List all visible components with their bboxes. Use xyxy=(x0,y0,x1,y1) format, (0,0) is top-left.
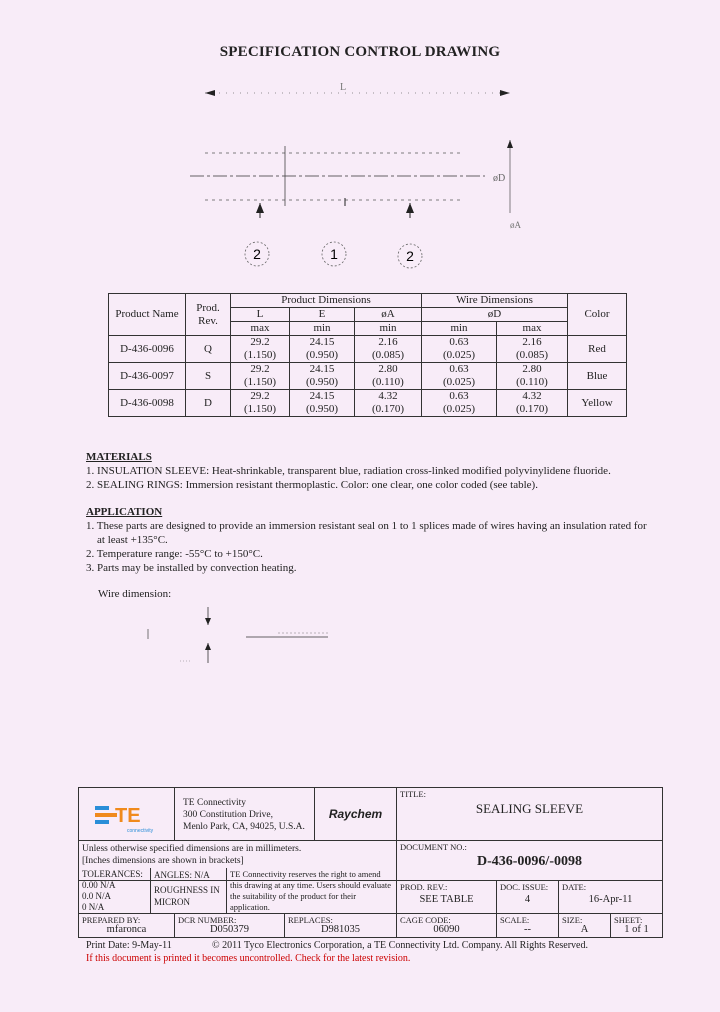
logo-sub: connectivity xyxy=(127,828,154,834)
th-product-name: Product Name xyxy=(109,294,186,336)
table-row: D-436-0097 S 29.2 (1.150) 24.15 (0.950) 2.80 (0.110) 0.63 (0.025) 2.80 (0.110) Blue xyxy=(109,363,627,390)
th-A: øA xyxy=(355,308,422,322)
application-section xyxy=(86,505,647,575)
application-item: at least +135°C. xyxy=(97,534,168,546)
application-item: 1. These parts are designed to provide an immersion resistant seal on 1 to 1 splices made of wires having an insulation rated for xyxy=(86,520,647,532)
dim-D-label: øD xyxy=(493,173,506,184)
company-address-cell: TE Connectivity 300 Constitution Drive, Menlo Park, CA, 94025, U.S.A. xyxy=(175,788,315,841)
prepared-cell: PREPARED BY: mfaronca xyxy=(79,914,175,937)
th-D-min: min xyxy=(422,322,497,336)
units-note-cell: Unless otherwise specified dimensions are in millimeters. [Inches dimensions are shown in brackets] xyxy=(79,841,397,881)
materials-section xyxy=(86,450,611,492)
table-row: D-436-0096 Q 29.2 (1.150) 24.15 (0.950) 2.16 (0.085) 0.63 (0.025) 2.16 (0.085) Red xyxy=(109,336,627,363)
th-color: Color xyxy=(568,294,627,336)
wire-dimension-drawing xyxy=(140,605,340,675)
page-title: SPECIFICATION CONTROL DRAWING xyxy=(219,44,501,60)
callout-2-left: 2 xyxy=(253,246,261,262)
doc-title: SEALING SLEEVE xyxy=(475,801,584,816)
logo-text: TE xyxy=(115,805,141,827)
dim-A-label: øA xyxy=(510,220,521,230)
rights-cell: TE Connectivity reserves the right to amend this drawing at any time. Users should evaluate the suitability of the product for their application. xyxy=(227,868,397,914)
prod-rev-cell: PROD. REV.: SEE TABLE xyxy=(397,881,497,914)
angles-cell: ANGLES: N/A ROUGHNESS IN MICRON xyxy=(151,868,227,914)
date-cell: DATE: 16-Apr-11 xyxy=(559,881,662,914)
th-wire-dims: Wire Dimensions xyxy=(422,294,568,308)
dcr-cell: DCR NUMBER: D050379 xyxy=(175,914,285,937)
materials-item: 2. SEALING RINGS: Immersion resistant thermoplastic. Color: one clear, one color coded (see table). xyxy=(86,479,538,491)
size-cell: SIZE: A xyxy=(559,914,611,937)
materials-item: 1. INSULATION SLEEVE: Heat-shrinkable, transparent blue, radiation cross-linked modified polyvinylidene fluoride. xyxy=(86,465,611,477)
scale-cell: SCALE: -- xyxy=(497,914,559,937)
logo-cell xyxy=(79,788,175,841)
raychem-logo: Raychem xyxy=(328,807,383,821)
uncontrolled-warning: If this document is printed it becomes uncontrolled. Check for the latest revision. xyxy=(86,953,411,964)
th-D-max: max xyxy=(497,322,568,336)
th-D: øD xyxy=(422,308,568,322)
doc-issue-cell: DOC. ISSUE: 4 xyxy=(497,881,559,914)
table-row: D-436-0098 D 29.2 (1.150) 24.15 (0.950) 4.32 (0.170) 0.63 (0.025) 4.32 (0.170) Yellow xyxy=(109,390,627,417)
th-L: L xyxy=(231,308,290,322)
sheet-cell: SHEET: 1 of 1 xyxy=(614,915,649,935)
th-prod-rev: Prod. Rev. xyxy=(186,294,231,336)
dim-L-label: L xyxy=(340,82,347,93)
application-item: 3. Parts may be installed by convection heating. xyxy=(86,562,297,574)
application-item: 2. Temperature range: -55°C to +150°C. xyxy=(86,548,263,560)
callout-2-right: 2 xyxy=(406,248,414,264)
th-product-dims: Product Dimensions xyxy=(231,294,422,308)
print-date: Print Date: 9-May-11 xyxy=(86,940,172,951)
te-logo-icon xyxy=(79,788,175,841)
spec-table xyxy=(108,293,627,417)
application-heading: APPLICATION xyxy=(86,506,163,518)
tolerances-cell: TOLERANCES: 0.00 N/A 0.0 N/A 0 N/A xyxy=(79,868,151,914)
wire-dimension-label: Wire dimension: xyxy=(98,588,172,600)
th-A-min: min xyxy=(355,322,422,336)
th-E: E xyxy=(290,308,355,322)
raychem-cell xyxy=(315,788,397,841)
materials-heading: MATERIALS xyxy=(86,451,152,463)
doc-number: D-436-0096/-0098 xyxy=(477,854,582,869)
sleeve-drawing xyxy=(180,78,540,278)
th-E-min: min xyxy=(290,322,355,336)
copyright: © 2011 Tyco Electronics Corporation, a TE Connectivity Ltd. Company. All Rights Reserved. xyxy=(211,940,588,951)
callout-1: 1 xyxy=(330,246,338,262)
cage-cell: CAGE CODE: 06090 xyxy=(397,914,497,937)
title-block xyxy=(78,787,663,938)
replaces-cell: REPLACES: D981035 xyxy=(285,914,397,937)
title-cell: TITLE: SEALING SLEEVE xyxy=(397,788,662,841)
doc-number-cell: DOCUMENT NO.: D-436-0096/-0098 xyxy=(397,841,662,881)
th-L-max: max xyxy=(231,322,290,336)
